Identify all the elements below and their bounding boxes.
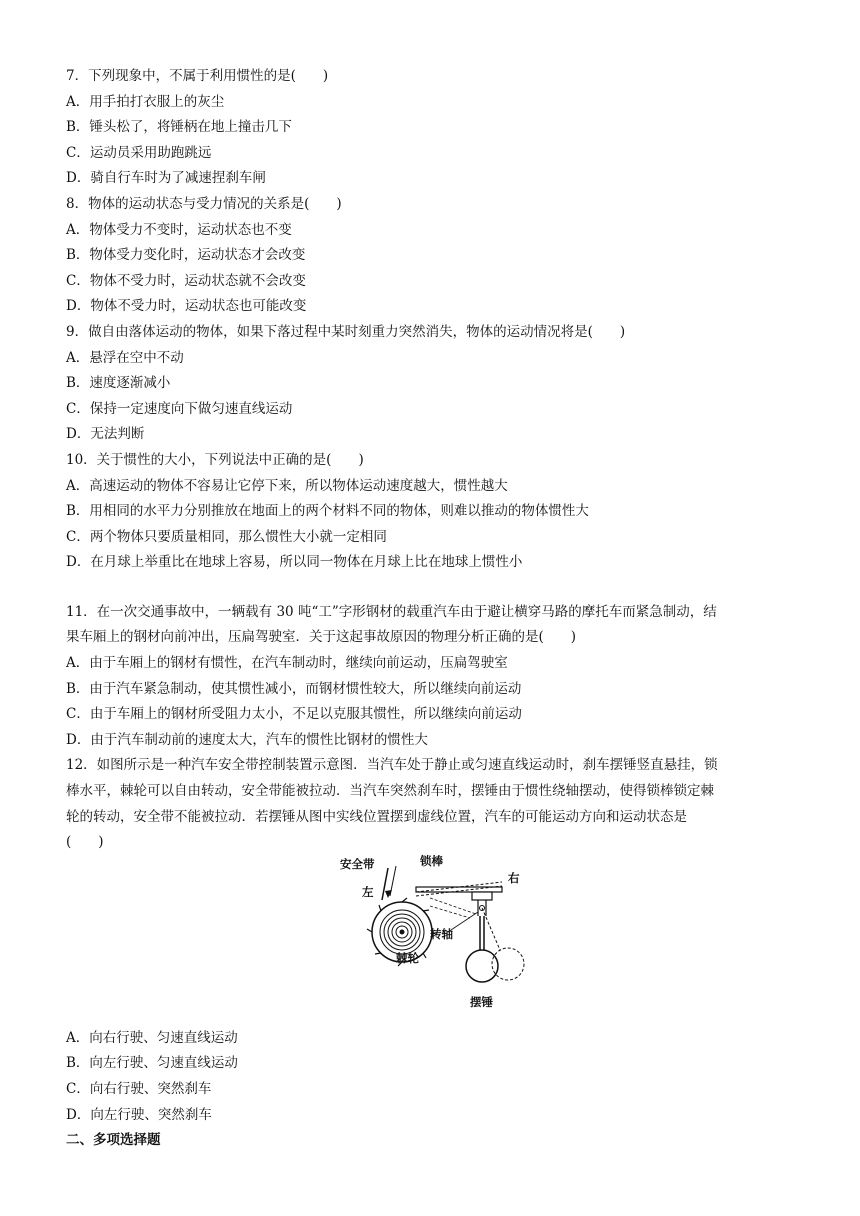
- option-d: D．向左行驶、突然刹车: [66, 1106, 212, 1123]
- question-12: [66, 753, 796, 1128]
- option-a: A．悬浮在空中不动: [66, 349, 184, 366]
- question-stem: 10．关于惯性的大小，下列说法中正确的是( ): [66, 451, 364, 468]
- question-8: [66, 192, 796, 320]
- label-shaft: 转轴: [430, 926, 453, 941]
- question-11: [66, 600, 796, 754]
- option-a: A．由于车厢上的钢材有惯性，在汽车制动时，继续向前运动，压扁驾驶室: [66, 655, 508, 672]
- option-a: A．向右行驶、匀速直线运动: [66, 1029, 238, 1046]
- pendulum-bob: [466, 950, 498, 982]
- option-a: A．用手拍打衣服上的灰尘: [66, 93, 225, 110]
- option-b: B．物体受力变化时，运动状态才会改变: [66, 247, 306, 264]
- label-seatbelt: 安全带: [340, 856, 375, 871]
- option-a: A．高速运动的物体不容易让它停下来，所以物体运动速度越大，惯性越大: [66, 477, 508, 494]
- label-ratchet: 棘轮: [396, 950, 419, 965]
- seatbelt-arrowhead: [385, 890, 392, 898]
- option-b: B．用相同的水平力分别推放在地面上的两个材料不同的物体，则难以推动的物体惯性大: [66, 503, 589, 520]
- option-c: C．两个物体只要质量相同，那么惯性大小就一定相同: [66, 528, 387, 545]
- question-stem-line: 12．如图所示是一种汽车安全带控制装置示意图．当汽车处于静止或匀速直线运动时，刹车摆锤竖直悬挂，锁: [66, 757, 718, 774]
- option-c: C．保持一定速度向下做匀速直线运动: [66, 400, 293, 417]
- option-c: C．运动员采用助跑跳远: [66, 144, 212, 161]
- label-lock-bar: 锁棒: [420, 853, 443, 868]
- worksheet-page: [66, 64, 796, 1154]
- seatbelt-device-figure: [0, 853, 860, 1026]
- option-b: B．由于汽车紧急制动，使其惯性减小，而钢材惯性较大，所以继续向前运动: [66, 680, 522, 697]
- question-stem: 9．做自由落体运动的物体，如果下落过程中某时刻重力突然消失，物体的运动情况将是( ): [66, 323, 626, 340]
- question-stem-line: 轮的转动，安全带不能被拉动．若摆锤从图中实线位置摆到虚线位置，汽车的可能运动方向和运动状态是: [66, 808, 687, 825]
- option-b: B．向左行驶、匀速直线运动: [66, 1055, 238, 1072]
- section-heading: 二、多项选择题: [66, 1132, 161, 1149]
- lock-bar: [416, 887, 502, 892]
- option-c: C．由于车厢上的钢材所受阻力太小，不足以克服其惯性，所以继续向前运动: [66, 706, 522, 723]
- spacer: [66, 576, 796, 600]
- question-7: [66, 64, 796, 192]
- option-d: D．骑自行车时为了减速捏刹车闸: [66, 170, 266, 187]
- question-stem: 8．物体的运动状态与受力情况的关系是( ): [66, 195, 342, 212]
- shaft-bracket: [472, 892, 492, 900]
- label-right: 右: [508, 870, 520, 885]
- option-b: B．锤头松了，将锤柄在地上撞击几下: [66, 119, 292, 136]
- option-d: D．无法判断: [66, 426, 145, 443]
- question-stem-line: 棒水平，棘轮可以自由转动，安全带能被拉动．当汽车突然刹车时，摆锤由于惯性绕轴摆动，使得锁棒锁定棘: [66, 783, 714, 800]
- question-10: [66, 448, 796, 576]
- label-pendulum: 摆锤: [470, 994, 493, 1009]
- option-d: D．由于汽车制动前的速度太大，汽车的惯性比钢材的惯性大: [66, 731, 428, 748]
- question-9: [66, 320, 796, 448]
- option-a: A．物体受力不变时，运动状态也不变: [66, 221, 292, 238]
- option-d: D．在月球上举重比在地球上容易，所以同一物体在月球上比在地球上惯性小: [66, 554, 523, 571]
- option-b: B．速度逐渐减小: [66, 375, 171, 392]
- label-left: 左: [362, 884, 374, 899]
- option-d: D．物体不受力时，运动状态也可能改变: [66, 298, 307, 315]
- question-stem-line: 11．在一次交通事故中，一辆载有 30 吨“工”字形钢材的载重汽车由于避让横穿马路的摩托车而紧急制动，结: [66, 603, 717, 620]
- option-c: C．物体不受力时，运动状态就不会改变: [66, 272, 306, 289]
- question-stem: 7．下列现象中，不属于利用惯性的是( ): [66, 68, 329, 84]
- option-c: C．向右行驶、突然刹车: [66, 1081, 212, 1097]
- question-stem-line: 果车厢上的钢材向前冲出，压扁驾驶室．关于这起事故原因的物理分析正确的是( ): [66, 629, 577, 646]
- question-stem-line: ( ): [66, 834, 104, 851]
